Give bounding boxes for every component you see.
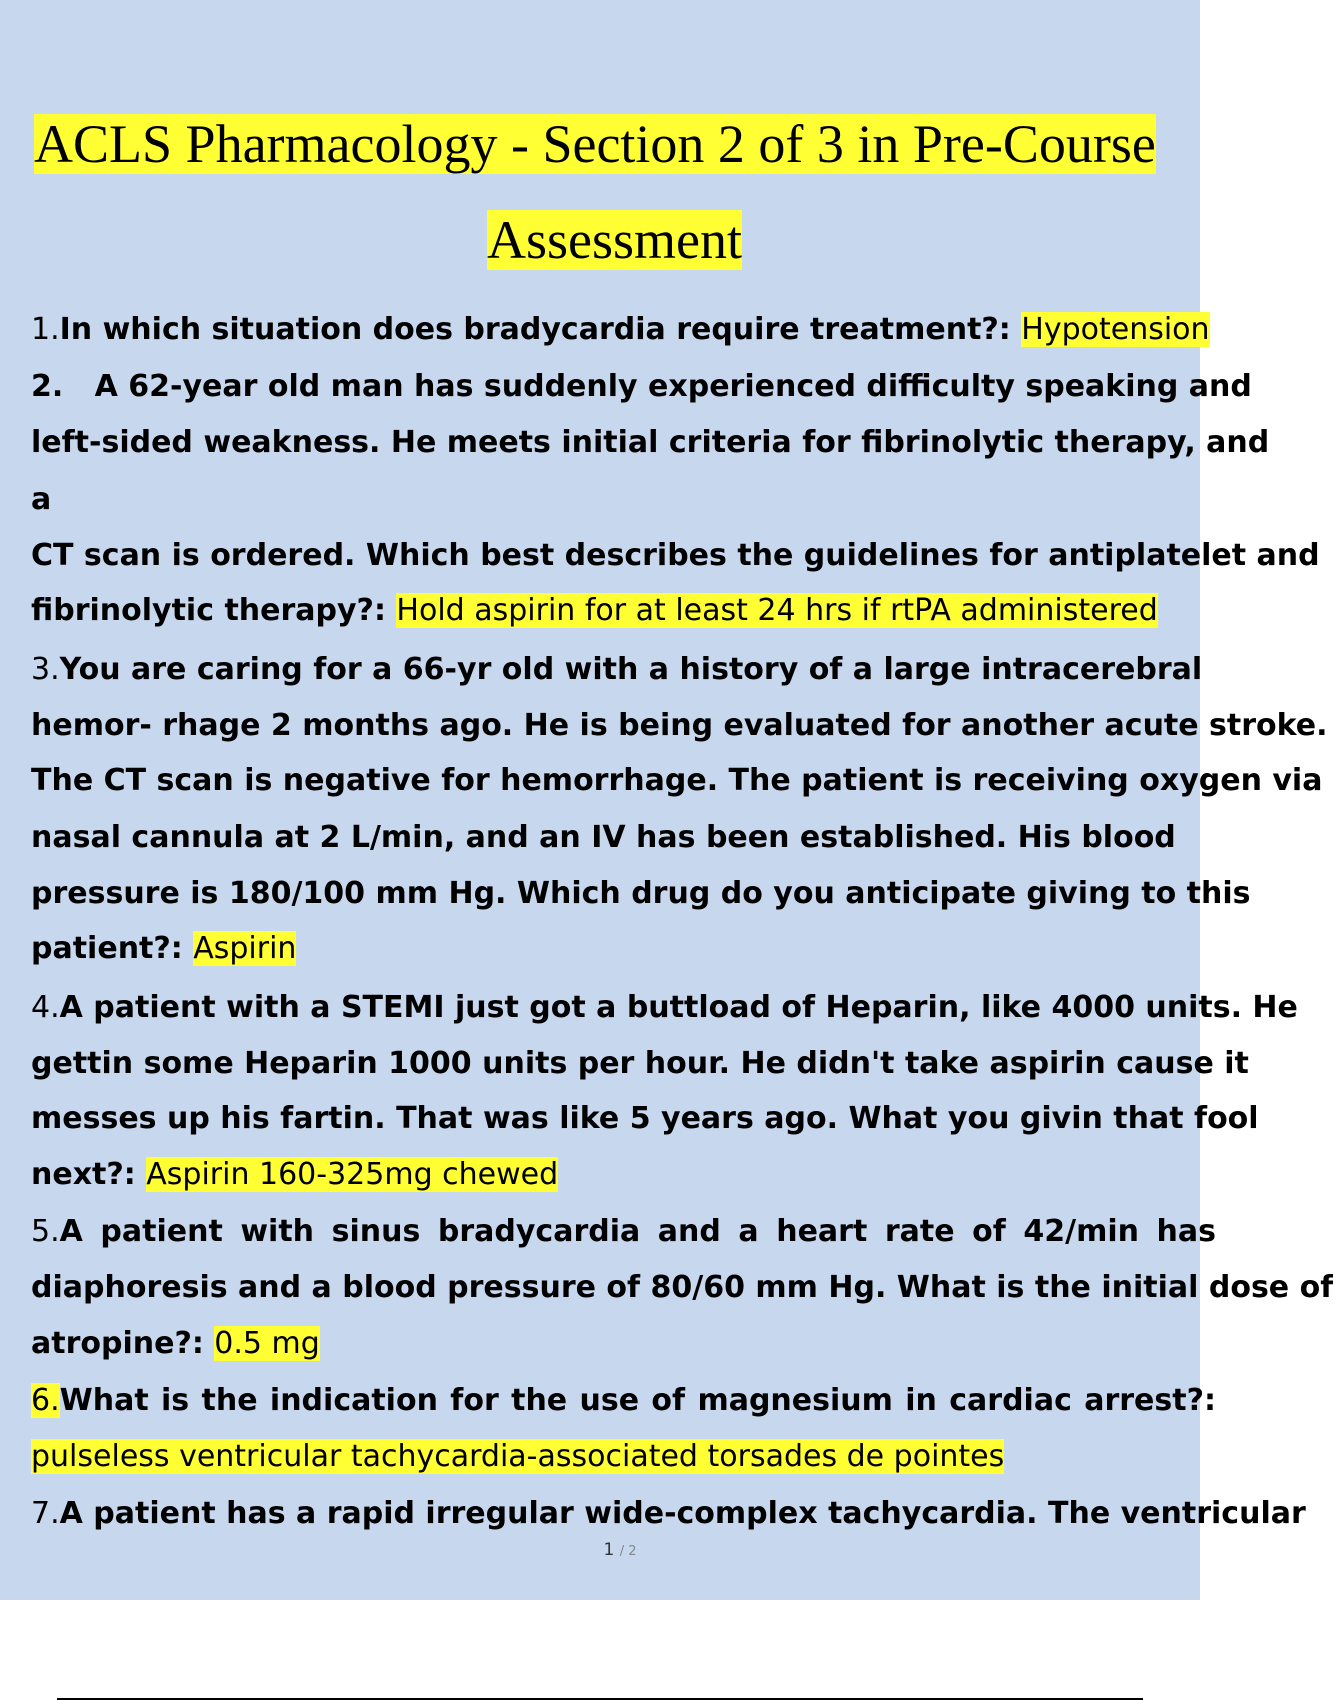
answer-highlight: pulseless ventricular tachycardia-associated torsades de pointes	[31, 1439, 1005, 1474]
question-number-highlight: 6.	[31, 1383, 60, 1418]
question-3-line-6	[31, 929, 296, 969]
question-3-line-4: nasal cannula at 2 L/min, and an IV has been established. His blood	[31, 820, 1176, 855]
question-2-line-5	[31, 591, 1158, 631]
question-5-line-2: diaphoresis and a blood pressure of 80/60 mm Hg. What is the initial dose of	[31, 1270, 1333, 1305]
question-number: 5.	[31, 1214, 60, 1249]
question-3-line-2: hemor- rhage 2 months ago. He is being evaluated for another acute stroke.	[31, 708, 1328, 743]
question-number: 1.	[31, 312, 60, 347]
question-text: patient?:	[31, 931, 194, 966]
title-highlight: ACLS Pharmacology - Section 2 of 3 in Pre-Course	[34, 114, 1156, 174]
question-4-line-4	[31, 1155, 558, 1195]
question-text: A patient with sinus bradycardia and a heart rate of 42/min has	[59, 1214, 1216, 1249]
current-page: 1	[603, 1540, 615, 1560]
question-3-line-3: The CT scan is negative for hemorrhage. The patient is receiving oxygen via	[31, 763, 1323, 798]
question-5-line-1	[31, 1212, 1216, 1252]
page-indicator	[0, 1540, 1240, 1560]
question-number: 3.	[31, 652, 60, 687]
question-text: fibrinolytic therapy?:	[31, 593, 397, 628]
question-6-line-2	[31, 1437, 1004, 1477]
question-2-line-3: a	[31, 482, 52, 517]
answer-highlight: Aspirin 160-325mg chewed	[146, 1157, 559, 1192]
answer-highlight: 0.5 mg	[214, 1326, 320, 1361]
document-title-line-2	[487, 206, 742, 274]
question-4-line-2: gettin some Heparin 1000 units per hour. He didn't take aspirin cause it	[31, 1046, 1249, 1081]
question-5-line-3	[31, 1324, 320, 1364]
question-7-line-1	[31, 1494, 1306, 1534]
question-text: atropine?:	[31, 1326, 215, 1361]
question-2-line-1	[31, 367, 1252, 407]
total-pages: / 2	[619, 1544, 637, 1559]
question-text: A 62-year old man has suddenly experienced difficulty speaking and	[94, 369, 1252, 404]
question-6-line-1	[31, 1381, 1216, 1421]
question-3-line-5: pressure is 180/100 mm Hg. Which drug do you anticipate giving to this	[31, 876, 1251, 911]
answer-highlight: Hold aspirin for at least 24 hrs if rtPA administered	[396, 593, 1158, 628]
question-4-line-1	[31, 988, 1298, 1028]
document-title-line-1	[34, 110, 1156, 178]
answer-highlight: Aspirin	[193, 931, 297, 966]
question-1	[31, 310, 1210, 350]
question-text: What is the indication for the use of magnesium in cardiac arrest?:	[59, 1383, 1216, 1418]
question-2-line-2: left-sided weakness. He meets initial criteria for fibrinolytic therapy, and	[31, 425, 1270, 460]
question-3-line-1	[31, 650, 1202, 690]
question-number: 2.	[31, 369, 64, 404]
title-highlight: Assessment	[487, 210, 742, 270]
question-text: You are caring for a 66-yr old with a history of a large intracerebral	[59, 652, 1203, 687]
question-2-line-4: CT scan is ordered. Which best describes the guidelines for antiplatelet and	[31, 538, 1320, 573]
question-number: 4.	[31, 990, 60, 1025]
question-number: 7.	[31, 1496, 60, 1531]
answer-highlight: Hypotension	[1021, 312, 1210, 347]
question-text: next?:	[31, 1157, 147, 1192]
question-4-line-3: messes up his fartin. That was like 5 years ago. What you givin that fool	[31, 1101, 1259, 1136]
question-text: A patient with a STEMI just got a buttload of Heparin, like 4000 units. He	[59, 990, 1298, 1025]
question-text: A patient has a rapid irregular wide-complex tachycardia. The ventricular	[59, 1496, 1306, 1531]
question-text: In which situation does bradycardia require treatment?:	[59, 312, 1022, 347]
